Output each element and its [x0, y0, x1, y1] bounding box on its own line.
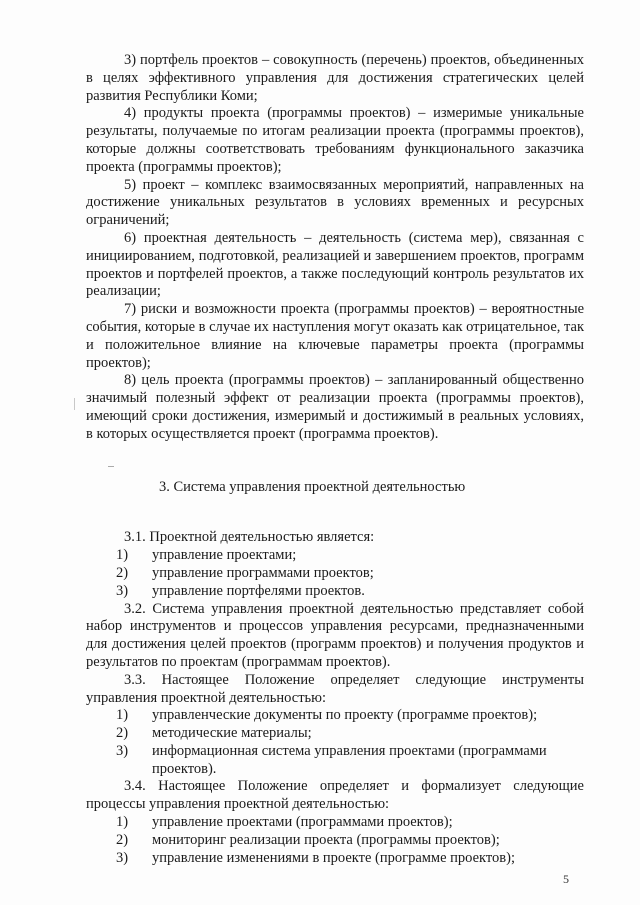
- clause-3-1-list: [86, 547, 584, 600]
- list-item-number: 1): [116, 814, 129, 831]
- definition-paragraph: 8) цель проекта (программы проектов) – запланированный общественно значимый полезный эффект от реализации проекта (программы проектов), имеющий сроки достижения, измеримый и достижимый в реальных условиях, в которых осуществляется проект (программа проектов).: [86, 372, 584, 442]
- list-item-text: управление изменениями в проекте (программе проектов);: [152, 849, 515, 866]
- clause-3-4-intro: 3.4. Настоящее Положение определяет и формализует следующие процессы управления проектной деятельностью:: [86, 778, 584, 813]
- list-item: [116, 565, 584, 583]
- definition-paragraph: 7) риски и возможности проекта (программы проектов) – вероятностные события, которые в случае их наступления могут оказать как отрицательное, так и положительное влияние на ключевые параметры проекта (программы проектов);: [86, 301, 585, 371]
- scan-margin-mark: [74, 398, 75, 410]
- document-body: [86, 52, 584, 867]
- list-item-number: 2): [116, 564, 129, 581]
- list-item-text: управление портфелями проектов.: [152, 582, 365, 599]
- list-item: [116, 547, 584, 565]
- list-item-text: управление проектами;: [152, 547, 297, 564]
- definition-paragraph: 5) проект – комплекс взаимосвязанных мероприятий, направленных на достижение уникальных результатов в условиях временных и ресурсных ограничений;: [86, 176, 584, 229]
- section-title: 3. Система управления проектной деятельностью: [159, 478, 466, 495]
- list-item-number: 1): [116, 707, 129, 724]
- clause-3-3-list: [86, 707, 584, 778]
- list-item-number: 3): [116, 742, 129, 759]
- definition-paragraph: 3) портфель проектов – совокупность (перечень) проектов, объединенных в целях эффективного управления для достижения стратегических целей развития Республики Коми;: [86, 52, 584, 104]
- list-item-number: 3): [116, 582, 129, 599]
- list-item-text: методические материалы;: [152, 725, 312, 742]
- list-item-number: 3): [116, 849, 129, 866]
- list-item-number: 2): [116, 725, 129, 742]
- list-item-text: мониторинг реализации проекта (программы проектов);: [152, 831, 500, 848]
- page-number: 5: [563, 872, 569, 886]
- list-item-text: управленческие документы по проекту (программе проектов);: [152, 707, 538, 724]
- list-item-number: 2): [116, 831, 129, 848]
- list-item: [116, 743, 584, 779]
- list-item: [116, 583, 584, 601]
- list-item: [116, 814, 584, 832]
- list-item-number: 1): [116, 547, 129, 564]
- definition-paragraph: 4) продукты проекта (программы проектов) – измеримые уникальные результаты, получаемые по итогам реализации проекта (программы проектов), которые должны соответствовать требованиям функционального заказчика проекта (программы проектов);: [86, 105, 584, 175]
- list-item: [116, 707, 584, 725]
- list-item-text: управление программами проектов;: [152, 564, 374, 581]
- definition-paragraph: 6) проектная деятельность – деятельность (система мер), связанная с инициированием, подготовкой, реализацией и завершением проектов, программ проектов и портфелей проектов, а также последующий контроль результатов их реализации;: [86, 229, 584, 300]
- clause-3-2: 3.2. Система управления проектной деятельностью представляет собой набор инструментов и процессов управления ресурсами, предназначенными для достижения целей проектов (программ проектов) и получения продуктов и результатов по проектам (программам проектов).: [86, 600, 584, 670]
- clause-3-1-intro: 3.1. Проектной деятельностью является:: [124, 529, 375, 546]
- list-item-text: информационная система управления проектами (программами проектов).: [152, 742, 547, 777]
- list-item: [116, 725, 584, 743]
- list-item: [116, 850, 584, 868]
- clause-3-3-intro: 3.3. Настоящее Положение определяет следующие инструменты управления проектной деятельностью:: [86, 671, 584, 706]
- clause-3-4-list: [86, 814, 584, 867]
- list-item: [116, 832, 584, 850]
- list-item-text: управление проектами (программами проектов);: [152, 814, 453, 831]
